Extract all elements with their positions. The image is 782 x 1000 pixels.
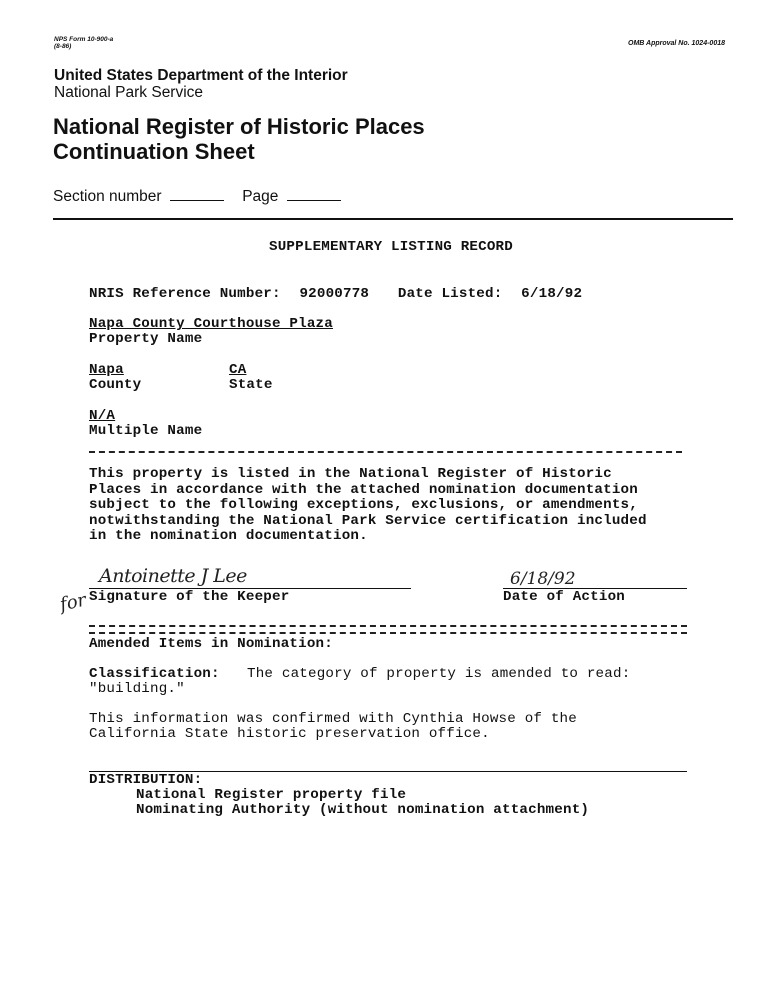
form-number (54, 36, 113, 50)
nris-row (89, 286, 582, 302)
statement-line: in the nomination documentation. (89, 528, 368, 544)
statement-line: subject to the following exceptions, exclusions, or amendments, (89, 497, 638, 513)
statement-line: notwithstanding the National Park Service certification included (89, 512, 647, 529)
section-number-label: Section number (53, 188, 162, 205)
page-subtitle: Continuation Sheet (53, 139, 255, 164)
confirmation-line: California State historic preservation office. (89, 726, 490, 742)
double-dashed-divider (89, 625, 687, 634)
header-divider (53, 218, 733, 220)
multiple-name-value: N/A (89, 408, 116, 424)
date-listed-label: Date Listed: (397, 286, 503, 302)
county-value: Napa (89, 362, 124, 378)
dashed-divider (89, 451, 682, 453)
property-name-value: Napa County Courthouse Plaza (89, 316, 333, 332)
statement-line: Places in accordance with the attached nomination documentation (89, 481, 638, 498)
section-number-blank (170, 199, 224, 201)
section-page-line (53, 188, 341, 206)
distribution-item: National Register property file (136, 787, 407, 803)
distribution-item: Nominating Authority (without nomination attachment) (136, 802, 590, 818)
amended-heading: Amended Items in Nomination: (89, 636, 333, 652)
department-name: United States Department of the Interior (54, 67, 348, 84)
agency-name: National Park Service (54, 84, 204, 101)
form-number-line1: NPS Form 10-900-a (54, 36, 114, 43)
state-label: State (229, 377, 273, 393)
page-label: Page (242, 188, 279, 205)
form-number-line2: (8-86) (54, 43, 72, 50)
multiple-name-label: Multiple Name (89, 423, 203, 439)
signature-label: Signature of the Keeper (89, 589, 290, 605)
omb-approval: OMB Approval No. 1024-0018 (628, 40, 725, 47)
distribution-heading: DISTRIBUTION: (89, 772, 203, 788)
signature-prefix: for (58, 589, 89, 616)
nris-value: 92000778 (299, 286, 370, 302)
classification-label: Classification: (89, 666, 220, 682)
action-date: 6/18/92 (510, 569, 576, 589)
property-name-label: Property Name (89, 331, 203, 347)
page-title: National Register of Historic Places (53, 114, 425, 139)
statement-line: This property is listed in the National Register of Historic (89, 466, 612, 482)
date-listed-value: 6/18/92 (521, 286, 583, 302)
keeper-signature: Antoinette J Lee (99, 565, 247, 587)
state-value: CA (229, 362, 247, 378)
classification-text-continued: "building." (89, 681, 185, 697)
page-blank (287, 199, 341, 201)
classification-text: The category of property is amended to read: (247, 666, 631, 682)
date-of-action-label: Date of Action (503, 589, 625, 605)
listing-statement (89, 467, 647, 545)
confirmation-line: This information was confirmed with Cynthia Howse of the (89, 711, 577, 727)
county-label: County (89, 377, 142, 393)
record-heading: SUPPLEMENTARY LISTING RECORD (269, 239, 513, 255)
nris-label: NRIS Reference Number: (89, 286, 281, 302)
